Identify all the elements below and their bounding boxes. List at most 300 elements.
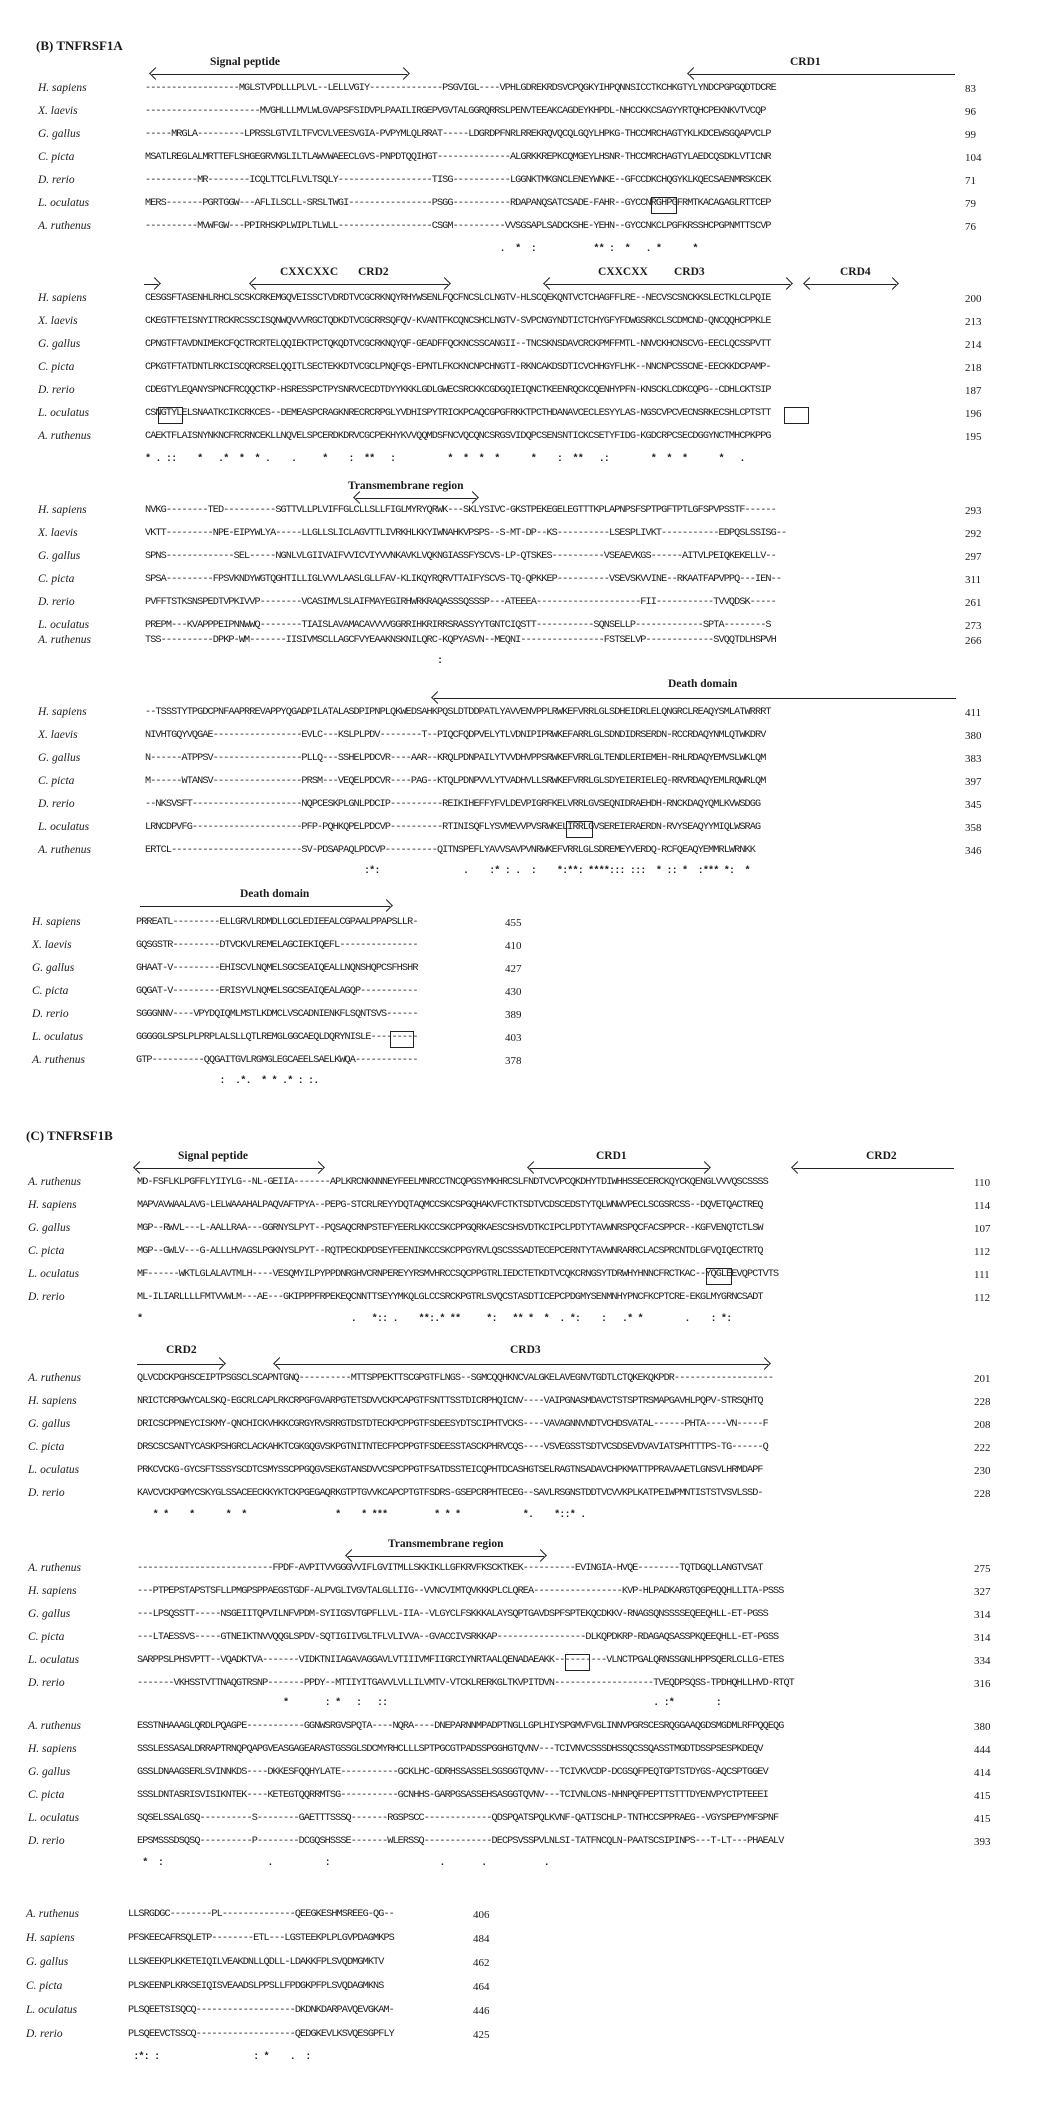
species-label: H. sapiens: [32, 916, 81, 928]
alignment-block-b1: [0, 52, 1040, 255]
alignment-row: [0, 126, 1040, 146]
sequence: DRICSCPPNEYCISKMY-QNCHICKVHKKCGRGYRVSRRGTDSTDTECKPCPPGTFSDEESYDTSCIPHTVCKS----VAVAGNNVNDTVCHDSVATAL------PHTA----VN-----F: [137, 1419, 768, 1430]
species-label: A. ruthenus: [28, 1562, 82, 1574]
sequence: PLSKEENPLKRKSEIQISVEAADSLPPSLLFPDGKPFPLSVQDAGMKNS: [128, 1981, 384, 1992]
conservation-line: :*: . :* : . : *:**: ****::: ::: * :: * :*** *: *: [145, 866, 750, 877]
species-label: L. oculatus: [28, 1812, 80, 1824]
conservation-line: :*: : : * . :: [128, 2052, 311, 2063]
sequence: CDEGTYLEQANYSPNCFRCQQCTKP-HSRESSPCTPYSNRVCECDTDYYKKKLGDLGWECSRCKKCGDGQIEIQNCTKEENRQCKCQENHYPFN-KNSCKLCDKCQPG--CDHLCKTSIP: [145, 385, 771, 396]
alignment-row: [0, 914, 1040, 934]
alignment-row: [0, 1978, 1040, 1998]
residue-count: 411: [965, 707, 982, 719]
species-label: A. ruthenus: [38, 844, 92, 856]
alignment-block-b4: [0, 672, 1040, 882]
crd1-arrow: [530, 1168, 708, 1169]
residue-count: 111: [974, 1269, 990, 1281]
species-label: D. rerio: [28, 1677, 65, 1689]
species-label: L. oculatus: [32, 1031, 84, 1043]
annotation-crd1: CRD1: [596, 1150, 627, 1162]
alignment-row: [0, 594, 1040, 614]
species-label: G. gallus: [28, 1608, 71, 1620]
sequence: ----------MVWFGW---PPIRHSKPLWIPLTLWLL------------------CSGM----------VVSGSAPLSADCKSHE-YEHN--GYCCNKCLPGFKRSSHCPGPNMTTSCVP: [145, 221, 771, 232]
residue-count: 261: [965, 597, 982, 609]
alignment-row: [0, 1906, 1040, 1926]
sequence: ---LTAESSVS-----GTNEIKTNVVQQGLSPDV-SQTIGIIVGLTFLVLIVVA--GVACCIVSRKKAP-----------------DLKQPDKRP-RDAGAQSASSPKQEEQHLL-ET-PGSS: [137, 1632, 779, 1643]
alignment-row: [0, 1370, 1040, 1390]
alignment-row: [0, 1833, 1040, 1853]
sequence: EPSMSSSDSQSQ----------P--------DCGQSHSSSE-------WLERSSQ-------------DECPSVSSPVLNLSI-TATFNCQLN-PAATSCSIPINPS---T-LT---PHAEALV: [137, 1836, 784, 1847]
residue-count: 345: [965, 799, 982, 811]
alignment-row: [0, 819, 1040, 839]
sequence: GGGGGLSPSLPLPRPLALSLLQTLREMGLGGCAEQLDQRYNISLE---------: [136, 1032, 418, 1043]
sequence: SARPPSLPHSVPTT--VQADKTVA-------VIDKTNIIAGAVAGGAVLVTIIIVMFIIGRCIYNRTAALQENADAEAKK----------VLNCTPGALQRNSSGNLHPPSQERLCLLG-ETES: [137, 1655, 784, 1666]
species-label: L. oculatus: [28, 1268, 80, 1280]
sequence: CKEGTFTEISNYITRCKRCSSCISQNWQVVVRGCTQDKDTVCGCRRSQFQV-KVANTFKCQNCSHCLNGTV-SVPCNGYNDTICTCHYGFYFDWGSRKCLSCDMCND-QNCQQHCPPKLE: [145, 316, 771, 327]
species-label: G. gallus: [38, 550, 81, 562]
species-label: H. sapiens: [38, 706, 87, 718]
alignment-row: [0, 796, 1040, 816]
signal-peptide-arrow: [152, 74, 407, 75]
crd2-end-arrow: [137, 1364, 223, 1365]
conservation-line: * : . : . . .: [137, 1858, 549, 1869]
residue-count: 455: [505, 917, 522, 929]
sequence: GQSGSTR---------DTVCKVLREMELAGCIEKIQEFL---------------: [136, 940, 418, 951]
residue-count: 228: [974, 1488, 991, 1500]
alignment-row: [0, 382, 1040, 402]
alignment-row: [0, 1652, 1040, 1672]
alignment-block-c4: [0, 1714, 1040, 1884]
residue-count: 380: [974, 1721, 991, 1733]
alignment-block-b2: [0, 262, 1040, 472]
alignment-row: [0, 1006, 1040, 1026]
residue-count: 393: [974, 1836, 991, 1848]
residue-count: 462: [473, 1957, 490, 1969]
sequence: PREPM---KVAPPPEIPNNWWQ--------TIAISLAVAMACAVVVVGGRRIHKRIRRSRASSYYTGNTCIQSTT-----------SQNSELLP-------------SPTA--------S: [145, 620, 771, 631]
residue-count: 222: [974, 1442, 991, 1454]
residue-count: 446: [473, 2005, 490, 2017]
residue-count: 327: [974, 1586, 991, 1598]
crd3-arrow: [276, 1364, 768, 1365]
alignment-row: [0, 1393, 1040, 1413]
alignment-block-c2: [0, 1342, 1040, 1532]
alignment-row: [0, 773, 1040, 793]
alignment-row: [0, 1560, 1040, 1580]
sequence: ----------MR--------ICQLTTCLFLVLTSQLY------------------TISG-----------LGGNKTMKGNCLENEYWNKE--GFCCDKCHQGYKLKQECSAENMRSKCEK: [145, 175, 771, 186]
alignment-row: [0, 1787, 1040, 1807]
species-label: A. ruthenus: [32, 1054, 86, 1066]
alignment-row: [0, 428, 1040, 448]
alignment-block-c1: [0, 1146, 1040, 1336]
glycosylation-motif-box: [566, 821, 593, 838]
alignment-row: [0, 502, 1040, 522]
annotation-crd1: CRD1: [790, 56, 821, 68]
crd2-arrow: [794, 1168, 954, 1169]
sequence: GHAAT-V---------EHISCVLNQMELSGCSEAIQEALLNQNSHQPCSFHSHR: [136, 963, 418, 974]
species-label: C. picta: [28, 1789, 65, 1801]
sequence: PRKCVCKG-GYCSFTSSSYSCDTCSMYSSCPPGQGVSEKGTANSDVVCSPCPPGTFSATDSSTEICQPHTDCASHGTSELRAGTNSADAVCHPKMATTPPRAVAAETLGNSVLHRMDAPF: [137, 1465, 763, 1476]
residue-count: 406: [473, 1909, 490, 1921]
sequence: QLVCDCKPGHSCEIPTPSGSCLSCAPNTGNQ----------MTTSPPEKTTSCGPGTFLNGS--SGMCQQHKNCVALGKELAVEGNVTGDTLCTQKEKQKPDR-------------------: [137, 1373, 774, 1384]
sequence: N------ATPPSV-----------------PLLQ---SSHELPDCVR----AAR--KRQLPDNPAILYTVVDHVPPSRWKEFVRRLGLTENDLERIEMEH-RHLRDAQYEMVSLWKLQM: [145, 753, 766, 764]
residue-count: 464: [473, 1981, 490, 1993]
species-label: X. laevis: [38, 729, 78, 741]
sequence: SSSLESSASALDRRAPTRNQPQAPGVEASGAGEARASTGSSGLSDCMYRHCLLLSPTPGCGTPADSSPGGHGTQVNV---TCIVNVCSSSDHSSQCSSQASSTMGDTDSSPSESPKDEQV: [137, 1744, 763, 1755]
alignment-row: [0, 1439, 1040, 1459]
alignment-row: [0, 1675, 1040, 1695]
species-label: H. sapiens: [28, 1395, 77, 1407]
species-label: C. picta: [38, 573, 75, 585]
species-label: A. ruthenus: [38, 220, 92, 232]
species-label: A. ruthenus: [28, 1720, 82, 1732]
residue-count: 71: [965, 175, 976, 187]
sequence: NVKG--------TED----------SGTTVLLPLVIFFGLCLLSLLFIGLMYRYQRWK---SKLYSIVC-GKSTPEKEGELEGTTTKPLAPNPSFSPTPGFTPTLGFSPVPSSTF------: [145, 505, 776, 516]
alignment-row: [0, 1197, 1040, 1217]
sequence: CAEKTFLAISNYNKNCFRCRNCEKLLNQVELSPCERDKDRVCGCPEKHYKVVQQMDSFNCVQCQNCSRGSVIDQPCSENSNTICKCSETYFIDG-KGDCRPCSECDGGYNCTMHCPKPPG: [145, 431, 771, 442]
residue-count: 430: [505, 986, 522, 998]
sequence: VKTT---------NPE-EIPYWLYA-----LLGLLSLICLAGVTTLIVRKHLKKYIWNAHKVPSPS--S-MT-DP--KS----------LSESPLIVKT-----------EDPQSLSSISG--: [145, 528, 787, 539]
residue-count: 112: [974, 1246, 991, 1258]
alignment-row: [0, 195, 1040, 215]
species-label: H. sapiens: [26, 1932, 75, 1944]
species-label: C. picta: [28, 1441, 65, 1453]
alignment-row: [0, 571, 1040, 591]
species-label: C. picta: [38, 361, 75, 373]
species-label: G. gallus: [28, 1418, 71, 1430]
species-label: L. oculatus: [26, 2004, 78, 2016]
crd3-arrow: [546, 284, 790, 285]
species-label: D. rerio: [32, 1008, 69, 1020]
species-label: H. sapiens: [38, 504, 87, 516]
annotation-signal-peptide: Signal peptide: [210, 56, 280, 68]
death-domain-end-arrow: [140, 906, 390, 907]
transmembrane-arrow: [356, 498, 476, 499]
residue-count: 110: [974, 1177, 991, 1189]
residue-count: 208: [974, 1419, 991, 1431]
alignment-row: [0, 1810, 1040, 1830]
residue-count: 358: [965, 822, 982, 834]
alignment-row: [0, 842, 1040, 862]
residue-count: 314: [974, 1632, 991, 1644]
species-label: X. laevis: [38, 105, 78, 117]
sequence: ---PTPEPSTAPSTSFLLPMGPSPPAEGSTGDF-ALPVGLIVGVTALGLLIIG--VVNCVIMTQVKKKPLCLQREA-----------------KVP-HLPADKARGTQGPEQQHLLITA-PSSS: [137, 1586, 784, 1597]
alignment-row: [0, 750, 1040, 770]
alignment-row: [0, 960, 1040, 980]
conservation-line: . * : ** : * . * *: [145, 244, 698, 255]
annotation-crd3: CRD3: [674, 266, 705, 278]
crd4-arrow: [806, 284, 896, 285]
sequence: SGGGNNV----VPYDQIQMLMSTLKDMCLVSCADNIENKFLSQNTSVS------: [136, 1009, 418, 1020]
crd1-arrow: [690, 74, 955, 75]
annotation-crd2: CRD2: [866, 1150, 897, 1162]
residue-count: 415: [974, 1813, 991, 1825]
sequence: --NKSVSFT---------------------NQPCESKPLGNLPDCIP----------REIKIHEFFYFVLDEVPIGRFKELVRRLGVSEQNIDRAEHDH-RNCKDAQYQMLKVWSDGG: [145, 799, 761, 810]
alignment-row: [0, 1930, 1040, 1950]
residue-count: 200: [965, 293, 982, 305]
residue-count: 79: [965, 198, 976, 210]
sequence: GTP----------QQGAITGVLRGMGLEGCAEELSAELKWQA------------: [136, 1055, 418, 1066]
residue-count: 196: [965, 408, 982, 420]
sequence: ERTCL-------------------------SV-PDSAPAQLPDCVP----------QITNSPEFLYAVVSAVPVNRWKEFVRRLGLSDREMEYVERDQ-RCFQEAQYEMMRLWRNKK: [145, 845, 755, 856]
annotation-cxxcxxc: CXXCXXC: [280, 266, 339, 278]
sequence: -----MRGLA---------LPRSSLGTVILTFVCVLVEESVGIA-PVPYMLQLRRAT-----LDGRDPFNRLRREKRQVQCQLGQYLHPKG-THCCMRCHAGTYKLKDCEWSGQAPVCLP: [145, 129, 771, 140]
species-label: D. rerio: [28, 1487, 65, 1499]
residue-count: 292: [965, 528, 982, 540]
sequence: SPNS-------------SEL-----NGNLVLGIIVAIFVVICVIYVVNKAVKLVQKNGIASSFYSCVS-LP-QTSKES----------VSEAEVKGS------AITVLPEIQKEKELLV--: [145, 551, 776, 562]
residue-count: 213: [965, 316, 982, 328]
alignment-row: [0, 727, 1040, 747]
transmembrane-arrow: [348, 1556, 544, 1557]
alignment-row: [0, 336, 1040, 356]
alignment-row: [0, 1266, 1040, 1286]
residue-count: 273: [965, 620, 982, 632]
sequence: PRREATL---------ELLGRVLRDMDLLGCLEDIEEALCGPAALPPAPSLLR-: [136, 917, 418, 928]
sequence: ------------------MGLSTVPDLLLPLVL--LELLVGIY--------------PSGVIGL----VPHLGDREKRDSVCPQGKYIHPQNNSICCTKCHKGTYLYNDCPGPGQDTDCRE: [145, 83, 776, 94]
annotation-death-domain: Death domain: [668, 678, 738, 690]
alignment-row: [0, 1174, 1040, 1194]
alignment-row: [0, 80, 1040, 100]
sequence: MF------WKTLGLALAVTMLH----VESQMYILPYPPDNRGHVCRNPEREYYRSMVHRCCSQCPPGTRLIEDCTETKDTVCQKCRNGSYTDRWHYHNNCFRCTKAC--YQGLEEVQPCTVTS: [137, 1269, 779, 1280]
alignment-row: [0, 2026, 1040, 2046]
species-label: C. picta: [28, 1631, 65, 1643]
sequence: SPSA---------FPSVKNDYWGTQGHTILLIGLVVVLAASLGLLFAV-KLIKQYRQRVTTAIFYSCVS-TQ-QPKKEP----------VSEVSKVVINE--RKAATFAPVPPQ---IEN--: [145, 574, 782, 585]
residue-count: 380: [965, 730, 982, 742]
residue-count: 96: [965, 106, 976, 118]
residue-count: 104: [965, 152, 982, 164]
species-label: D. rerio: [28, 1835, 65, 1847]
residue-count: 346: [965, 845, 982, 857]
residue-count: 415: [974, 1790, 991, 1802]
sequence: MD-FSFLKLPGFFLYIIYLG--NL-GEIIA-------APLKRCNKNNNEYFEELMNRCCTNCQPGSYMKHRCSLFNDTVCVPCQKDHYTDIWHHSSECERCKQYCKQENGLVVVQSCSSSS: [137, 1177, 768, 1188]
sequence: ---LPSQSSTT-----NSGEIITQPVILNFVPDM-SYIIGSVTGPFLLVL-IIA--VLGYCLFSKKKALAYSQPTGAVDSPFSPTEKQCDKKV-RNAGSQNSSSSEQEEQHLL-ET-PGSS: [137, 1609, 768, 1620]
species-label: H. sapiens: [28, 1743, 77, 1755]
sequence: PVFFTSTKSNSPEDTVPKIVVP--------VCASIMVLSLAIFMAYEGIRHWRKRAQASSSQSSSP---ATEEEA--------------------FII-----------TVVQDSK-----: [145, 597, 776, 608]
residue-count: 201: [974, 1373, 991, 1385]
species-label: D. rerio: [26, 2028, 63, 2040]
residue-count: 397: [965, 776, 982, 788]
annotation-crd3: CRD3: [510, 1344, 541, 1356]
alignment-row: [0, 937, 1040, 957]
residue-count: 425: [473, 2029, 490, 2041]
species-label: H. sapiens: [28, 1585, 77, 1597]
residue-count: 187: [965, 385, 982, 397]
alignment-row: [0, 313, 1040, 333]
alignment-row: [0, 405, 1040, 425]
species-label: D. rerio: [38, 384, 75, 396]
species-label: C. picta: [38, 775, 75, 787]
conservation-line: * * * * * * * *** * * * *. *::* .: [137, 1510, 586, 1521]
sequence: KAVCVCKPGMYCSKYGLSSACEECKKYKTCKPGEGAQRKGTPTGVVKCAPCPTGTFSDRS-GSEPCRPHTECEG--SAVLRSGNSTDDTVCVVKPLKATPEIWPMNTISTSTVSVLSSD-: [137, 1488, 763, 1499]
species-label: A. ruthenus: [38, 430, 92, 442]
sequence: LLSKEEKPLKKETEIQILVEAKDNLLQDLL-LDAKKFPLSVQDMGMKTV: [128, 1957, 384, 1968]
death-domain-arrow: [434, 698, 956, 699]
species-label: L. oculatus: [28, 1464, 80, 1476]
conservation-line: * : * : :: . :* :: [137, 1698, 721, 1709]
alignment-row: [0, 218, 1040, 238]
sequence: LRNCDPVFG---------------------PFP-PQHKQPELPDCVP----------RTINISQFLYSVMEVVPVSRWKELIRRLGVSEREIERAERDN-RVYSEAQYYMIQLWSRAG: [145, 822, 761, 833]
alignment-row: [0, 172, 1040, 192]
alignment-row: [0, 632, 1040, 652]
residue-count: 383: [965, 753, 982, 765]
glycosylation-motif-box: [158, 407, 183, 424]
alignment-row: [0, 1954, 1040, 1974]
residue-count: 316: [974, 1678, 991, 1690]
residue-count: 410: [505, 940, 522, 952]
conservation-line: :: [145, 656, 443, 667]
species-label: X. laevis: [38, 527, 78, 539]
alignment-row: [0, 704, 1040, 724]
alignment-row: [0, 525, 1040, 545]
alignment-row: [0, 1764, 1040, 1784]
species-label: G. gallus: [38, 752, 81, 764]
species-label: G. gallus: [38, 338, 81, 350]
residue-count: 228: [974, 1396, 991, 1408]
sequence: ML-ILIARLLLLFMTVVWLM---AE---GKIPPPFRPEKEQCNNTTSEYYMKQLGLCCSRCKPGTRLSVQCSTASDTICEPCPDGMYSENMNHYPNCFKCPTCRE-EKGLMYGRNCSADT: [137, 1292, 763, 1303]
alignment-row: [0, 1243, 1040, 1263]
alignment-block-c3: [0, 1534, 1040, 1714]
species-label: A. ruthenus: [26, 1908, 80, 1920]
residue-count: 334: [974, 1655, 991, 1667]
conservation-line: * . *:: . **:.* ** *: ** * * . *: : .* * . : *:: [137, 1314, 732, 1325]
sequence: GQGAT-V---------ERISYVLNQMELSGCSEAIQEALAGQP-----------: [136, 986, 418, 997]
crd2-arrow: [252, 284, 448, 285]
alignment-row: [0, 1718, 1040, 1738]
residue-count: 314: [974, 1609, 991, 1621]
alignment-row: [0, 1462, 1040, 1482]
alignment-row: [0, 1220, 1040, 1240]
sequence: MERS-------PGRTGGW---AFLILSCLL-SRSLTWGI----------------PSGG-----------RDAPANQSATCSADE-FAHR--GYCCNRGHPGFRMTKACAGAGLRTTCEP: [145, 198, 771, 209]
alignment-row: [0, 983, 1040, 1003]
sequence: MGP--RWVL---L-AALLRAA---GGRNYSLPYT--PQSAQCRNPSTEFYEERLKKCCSKCPPGQRKAESCSHSVDTKCIPCLPDTYTAVWNRSPQCFACSPPCR--KGFVENQTCTLSW: [137, 1223, 763, 1234]
sequence: MSATLREGLALMRTTEFLSHGEGRVNGLILTLAWVWAEECLGVS-PNPDTQQIHGT--------------ALGRKKREPKCQMGEYLHSNR-THCCMRCHAGTYLAEDCQSDKLVTICNR: [145, 152, 771, 163]
species-label: H. sapiens: [38, 82, 87, 94]
sequence: CSNGTYLELSNAATKCIKCRKCES--DEMEASPCRAGKNRECRCRPGLYVDHISPYTRICKPCAQCGPGFRKKTPCTHDANAVCECLESYYLAS-NGSCVPCVECNSRKECSHLCPTSTT: [145, 408, 771, 419]
residue-count: 378: [505, 1055, 522, 1067]
species-label: L. oculatus: [38, 407, 90, 419]
alignment-row: [0, 1606, 1040, 1626]
sequence: PFSKEECAFRSQLETP--------ETL---LGSTEEKPLPLGVPDAGMKPS: [128, 1933, 394, 1944]
alignment-row: [0, 1629, 1040, 1649]
annotation-crd2: CRD2: [166, 1344, 197, 1356]
residue-count: 297: [965, 551, 982, 563]
species-label: D. rerio: [38, 174, 75, 186]
residue-count: 444: [974, 1744, 991, 1756]
residue-count: 414: [974, 1767, 991, 1779]
glycosylation-motif-box: [784, 407, 809, 424]
residue-count: 403: [505, 1032, 522, 1044]
conservation-line: : .*. * * .* : :.: [136, 1076, 319, 1087]
annotation-death-domain-2: Death domain: [240, 888, 310, 900]
residue-count: 107: [974, 1223, 991, 1235]
sequence: CPNGTFTAVDNIMEKCFQCTRCRTELQQIEKTPCTQKQDTVCGCRKNQYQF-GEADFFQCKNCSSCANGII--TNCSKNSDAVCRCKPMFFMTL-NNVCKHCNSCVG-EECLQCSSPVTT: [145, 339, 771, 350]
sequence: DRSCSCSANTYCASKPSHGRCLACKAHKTCGKGQGVSKPGTNITNTECFPCPPGTFSDEESSTASCKPHRVCQS----VSVEGSSTSDTVCSDSEVDVAVIATSPHTTTPS-TG------Q: [137, 1442, 768, 1453]
species-label: G. gallus: [26, 1956, 69, 1968]
annotation-transmembrane: Transmembrane region: [388, 1538, 504, 1550]
residue-count: 114: [974, 1200, 991, 1212]
alignment-row: [0, 290, 1040, 310]
species-label: A. ruthenus: [28, 1176, 82, 1188]
residue-count: 266: [965, 635, 982, 647]
glycosylation-motif-box: [706, 1268, 732, 1285]
species-label: G. gallus: [32, 962, 75, 974]
alignment-block-b5: [0, 884, 1040, 1094]
annotation-transmembrane: Transmembrane region: [348, 480, 464, 492]
alignment-row: [0, 2002, 1040, 2022]
species-label: C. picta: [28, 1245, 65, 1257]
residue-count: 76: [965, 221, 976, 233]
crd1-end-arrow: [144, 284, 158, 285]
alignment-row: [0, 1029, 1040, 1049]
species-label: C. picta: [38, 151, 75, 163]
sequence: -------VKHSSTVTTNAQGTRSNP-------PPDY--MTIIYITGAVVLVLLILVMTV-VTCKLRERKGLTKVPITDVN-------------------TVEQDPSQSS-TPDHQHLLHVD-RTQT: [137, 1678, 794, 1689]
residue-count: 427: [505, 963, 522, 975]
sequence: PLSQEETSISQCQ-------------------DKDNKDARPAVQEVGKAM-: [128, 2005, 394, 2016]
alignment-row: [0, 548, 1040, 568]
species-label: X. laevis: [38, 315, 78, 327]
residue-count: 484: [473, 1933, 490, 1945]
glycosylation-motif-box: [651, 197, 677, 214]
sequence: SQSELSSALGSQ----------S--------GAETTTSSSQ-------RGSPSCC-------------QDSPQATSPQLKVNF-QATISCHLP-TNTHCCSPPRAEG--VGYSPEPYMFSPNF: [137, 1813, 779, 1824]
alignment-row: [0, 1741, 1040, 1761]
species-label: D. rerio: [38, 798, 75, 810]
sequence: NIVHTGQYVQGAE-----------------EVLC---KSLPLPDV--------T--PIQCFQDPVELYTLVDNIPIPRWKEFARRLGLSDNDIDRSERDN-RCCRDAQYNMLQTWKDRV: [145, 730, 766, 741]
species-label: D. rerio: [38, 596, 75, 608]
alignment-row: [0, 149, 1040, 169]
species-label: G. gallus: [28, 1222, 71, 1234]
alignment-row: [0, 1289, 1040, 1309]
species-label: L. oculatus: [38, 619, 90, 631]
signal-peptide-arrow: [136, 1168, 322, 1169]
species-label: H. sapiens: [28, 1199, 77, 1211]
sequence: MAPVAVWAALAVG-LELWAAAHALPAQVAFTPYA--PEPG-STCRLREYYDQTAQMCCSKCSPGQHAKVFCTKTSDTVCDSCEDSTYTQLWNWVPECLSCGSRCSS--DQVETQACTREQ: [137, 1200, 763, 1211]
sequence: CESGSFTASENHLRHCLSCSKCRKEMGQVEISSCTVDRDTVCGCRKNQYRHYWSENLFQCFNCSLCLNGTV-HLSCQEKQNTVCTCHAGFFLRE--NECVSCSNCKKSLECTKLCLPQIE: [145, 293, 771, 304]
species-label: D. rerio: [28, 1291, 65, 1303]
alignment-row: [0, 1485, 1040, 1505]
species-label: C. picta: [32, 985, 69, 997]
annotation-crd4: CRD4: [840, 266, 871, 278]
residue-count: 389: [505, 1009, 522, 1021]
alignment-row: [0, 1583, 1040, 1603]
panel-c-title: (C) TNFRSF1B: [26, 1128, 113, 1143]
sequence: ----------------------MVGHLLLMVLWLGVAPSFSIDVPLPAAILIRGEPVGVTALGGRQRRSLPENVTEEAKCAGDEYKHPDL-NHCCKKCSAGYYRTQHCPEKNKVTVCQP: [145, 106, 766, 117]
species-label: A. ruthenus: [28, 1372, 82, 1384]
sequence: SSSLDNTASRISVISIKNTEK----KETEGTQQRRMTSG-----------GCNHHS-GARPGSASSEHSASGGTQVNV---TCIVNLCNS-NHNPQFPEPTTSTTTDYENVPYCTPTEEEI: [137, 1790, 768, 1801]
alignment-row: [0, 103, 1040, 123]
sequence: --TSSSTYTPGDCPNFAAPRREVAPPYQGADPILATALASDPIPNPLQKWEDSAHKPQSLDTDDPATLYAVVENVPPLRWKEFVRRLGLSDHEIDRLELQNGRCLREAQYSMLATWRRRT: [145, 707, 771, 718]
alignment-block-b3: [0, 474, 1040, 674]
residue-count: 218: [965, 362, 982, 374]
species-label: H. sapiens: [38, 292, 87, 304]
panel-b-title: (B) TNFRSF1A: [36, 38, 123, 53]
residue-count: 214: [965, 339, 982, 351]
residue-count: 275: [974, 1563, 991, 1575]
species-label: L. oculatus: [38, 821, 90, 833]
species-label: G. gallus: [28, 1766, 71, 1778]
residue-count: 99: [965, 129, 976, 141]
residue-count: 83: [965, 83, 976, 95]
sequence: ESSTNHAAAGLQRDLPQAGPE-----------GGNWSRGVSPQTA----NQRA----DNEPARNNMPADPTNGLLGPLHIYSPGMVFVGLINNVPGRSCESRQGGAAQGDSMGDMLRFPQQEQG: [137, 1721, 784, 1732]
sequence: NRICTCRPGWYCALSKQ-EGCRLCAPLRKCRPGFGVARPGTETSDVVCKPCAPGTFSNTTSSTDICRPHQICNV----VAIPGNASMDAVCTSTSPTRSMAPGAVHLPQPV-STRSQHTQ: [137, 1396, 763, 1407]
annotation-cxxcxx: CXXCXX: [598, 266, 648, 278]
conservation-line: * . :: * .* * * . . * : ** : * * * * * : ** .: * * * * .: [145, 454, 745, 465]
residue-count: 311: [965, 574, 982, 586]
sequence: GSSLDNAAGSERLSVINNKDS----DKKESFQQHYLATE-----------GCKLHC-GDRHSSASSELSGSGGTQVNV---TCIVKVCDP-DCGSQFPEQTGPTSTDYGS-AQCSPTGGEV: [137, 1767, 768, 1778]
annotation-crd2: CRD2: [358, 266, 389, 278]
species-label: C. picta: [26, 1980, 63, 1992]
sequence: PLSQEEVCTSSCQ-------------------QEDGKEVLKSVQESGPFLY: [128, 2029, 394, 2040]
alignment-row: [0, 1052, 1040, 1072]
species-label: G. gallus: [38, 128, 81, 140]
sequence: TSS----------DPKP-WM-------IISIVMSCLLAGCFVYEAAKNSKNILQRC-KQPYASVN--MEQNI----------------FSTSELVP-------------SVQQTDLHSPVH: [145, 635, 776, 646]
